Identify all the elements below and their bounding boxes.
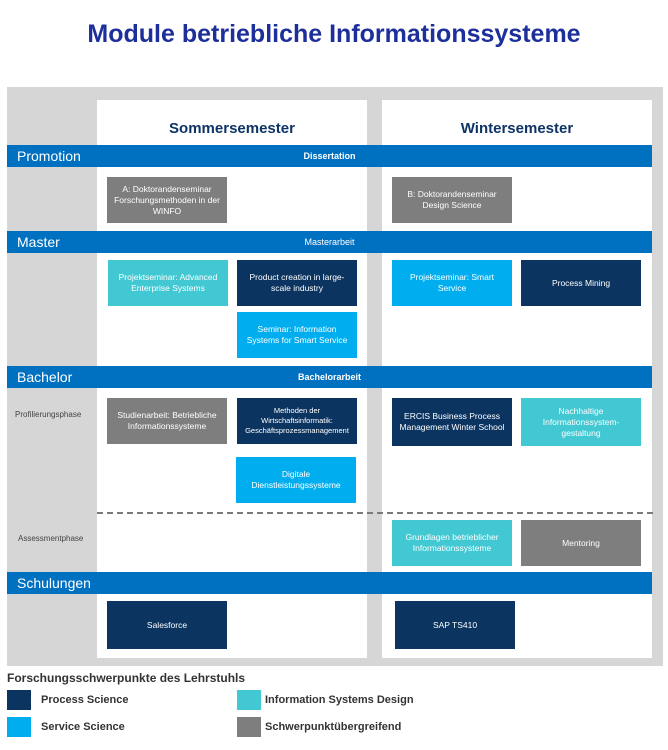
legend-label-process-science: Process Science bbox=[41, 694, 129, 706]
dissertation-label: Dissertation bbox=[303, 151, 356, 161]
legend-label-service-science: Service Science bbox=[41, 721, 125, 733]
module-sap-ts410[interactable]: SAP TS410 bbox=[395, 601, 515, 649]
band-master-label: Master bbox=[17, 234, 60, 250]
module-salesforce[interactable]: Salesforce bbox=[107, 601, 227, 649]
legend-label-information-systems-design: Information Systems Design bbox=[265, 694, 414, 706]
page-title: Module betriebliche Informationssysteme bbox=[87, 20, 581, 48]
legend-label-schwerpunktuebergreifend: Schwerpunktübergreifend bbox=[265, 721, 402, 733]
module-doktorandenseminar-b[interactable]: B: Doktorandenseminar Design Science bbox=[392, 177, 512, 223]
band-promotion bbox=[7, 145, 652, 167]
legend-swatch-schwerpunktuebergreifend bbox=[237, 717, 261, 737]
module-product-creation[interactable]: Product creation in large-scale industry bbox=[237, 260, 357, 306]
legend-title: Forschungsschwerpunkte des Lehrstuhls bbox=[7, 671, 246, 685]
bachelorarbeit-label: Bachelorarbeit bbox=[297, 372, 362, 382]
module-digitale-dienstleistungssysteme[interactable]: Digitale Dienstleistungssysteme bbox=[236, 457, 356, 503]
module-grundlagen-bis[interactable]: Grundlagen betrieblicher Informationssysteme bbox=[392, 520, 512, 566]
module-projektseminar-smart-service[interactable]: Projektseminar: Smart Service bbox=[392, 260, 512, 306]
module-projektseminar-aes[interactable]: Projektseminar: Advanced Enterprise Systems bbox=[108, 260, 228, 306]
band-schulungen bbox=[7, 572, 652, 594]
phase-divider bbox=[97, 512, 653, 514]
module-process-mining[interactable]: Process Mining bbox=[521, 260, 641, 306]
module-doktorandenseminar-a[interactable]: A: Doktorandenseminar Forschungsmethoden in der WINFO bbox=[107, 177, 227, 223]
profilierungsphase-label: Profilierungsphase bbox=[15, 410, 82, 419]
legend-swatch-service-science bbox=[7, 717, 31, 737]
module-studienarbeit[interactable]: Studienarbeit: Betriebliche Informationssysteme bbox=[107, 398, 227, 444]
band-master bbox=[7, 231, 652, 253]
winter-semester-heading: Wintersemester bbox=[460, 120, 574, 137]
module-mentoring[interactable]: Mentoring bbox=[521, 520, 641, 566]
legend-swatch-information-systems-design bbox=[237, 690, 261, 710]
summer-semester-heading: Sommersemester bbox=[169, 120, 295, 137]
assessmentphase-label: Assessmentphase bbox=[18, 534, 84, 543]
band-promotion-label: Promotion bbox=[17, 148, 81, 164]
legend-swatch-process-science bbox=[7, 690, 31, 710]
module-seminar-is-smart-service[interactable]: Seminar: Information Systems for Smart Service bbox=[237, 312, 357, 358]
module-nachhaltige-is-gestaltung[interactable]: Nachhaltige Informationssystem-gestaltung bbox=[521, 398, 641, 446]
module-methoden-wi[interactable]: Methoden der Wirtschaftsinformatik: Geschäftsprozessmanagement bbox=[237, 398, 357, 444]
band-bachelor-label: Bachelor bbox=[17, 369, 73, 385]
masterarbeit-label: Masterarbeit bbox=[304, 237, 355, 247]
band-schulungen-label: Schulungen bbox=[17, 575, 91, 591]
module-ercis-winter-school[interactable]: ERCIS Business Process Management Winter School bbox=[392, 398, 512, 446]
band-bachelor bbox=[7, 366, 652, 388]
